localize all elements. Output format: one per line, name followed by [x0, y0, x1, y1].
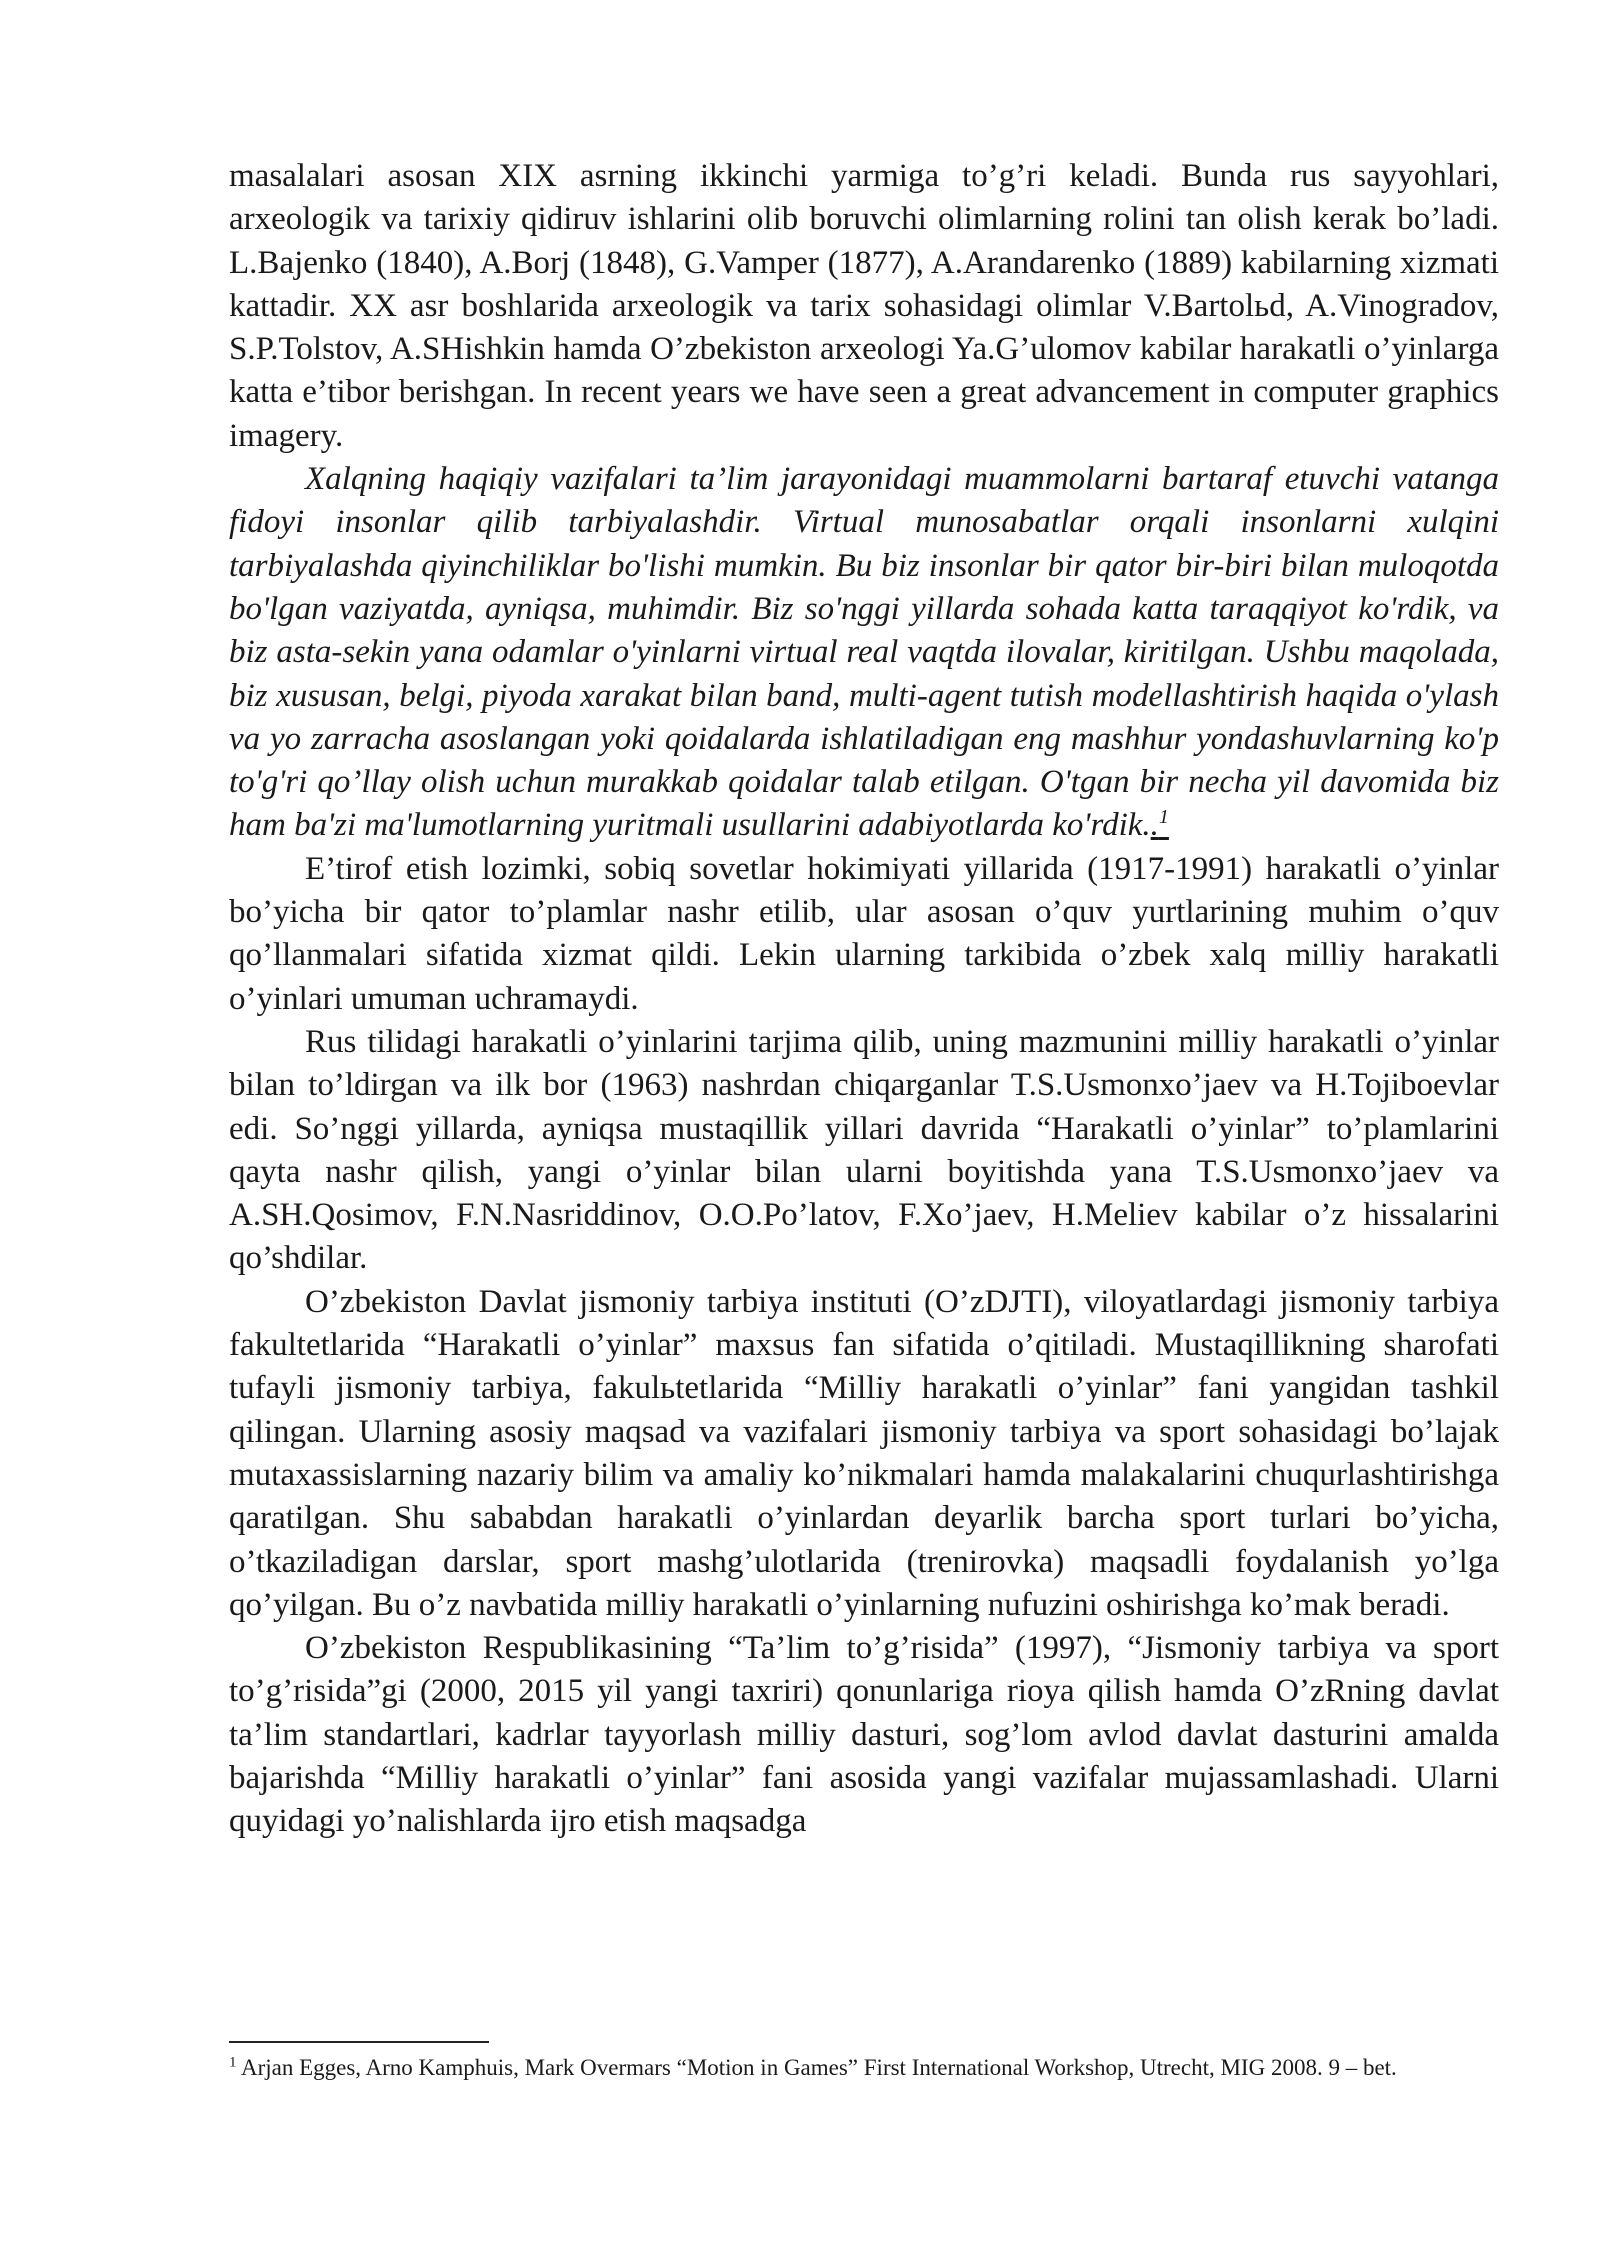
- footnote-reference[interactable]: .$^1$: [1150, 806, 1169, 844]
- paragraph-text: O’zbekiston Davlat jismoniy tarbiya instituti (O’zDJTI), viloyatlardagi jismoniy tarbiya fakultetlarida “Harakatli o’yinlar” maxsus fan sifatida o’qitiladi. Mustaqillikning sharofati tufayli jismoniy tarbiya, fakulьtetlarida “Milliy harakatli o’yinlar” fani yangidan tashkil qilingan. Ularning asosiy maqsad va vazifalari jismoniy tarbiya va sport sohasidagi bo’lajak mutaxassislarning nazariy bilim va amaliy ko’nikmalari hamda malakalarini chuqurlashtirishga qaratilgan. Shu sababdan harakatli o’yinlardan deyarlik barcha sport turlari bo’yicha, o’tkaziladigan darslar, sport mashg’ulotlarida (trenirovka) maqsadli foydalanish yo’lga qo’yilgan. Bu o’z navbatida milliy harakatli o’yinlarning nufuzini oshirishga ko’mak beradi.: [229, 1283, 1499, 1623]
- paragraph-text: Rus tilidagi harakatli o’yinlarini tarjima qilib, uning mazmunini milliy harakatli o’yinlar bilan to’ldirgan va ilk bor (1963) nashrdan chiqarganlar T.S.Usmonxo’jaev va H.Tojiboevlar edi. So’nggi yillarda, ayniqsa mustaqillik yillari davrida “Harakatli o’yinlar” to’plamlarini qayta nashr qilish, yangi o’yinlar bilan ularni boyitishda yana T.S.Usmonxo’jaev va A.SH.Qosimov, F.N.Nasriddinov, O.O.Po’latov, F.Xo’jaev, H.Meliev kabilar o’z hissalarini qo’shdilar.: [229, 1023, 1499, 1277]
- footnote-text: Arjan Egges, Arno Kamphuis, Mark Overmars “Motion in Games” First International Workshop, Utrecht, MIG 2008. 9 – bet.: [240, 2055, 1397, 2080]
- paragraph-translations: [229, 1021, 1499, 1281]
- footnote-ref-number: 1: [1158, 806, 1169, 829]
- paragraph-text: masalalari asosan XIX asrning ikkinchi yarmiga to’g’ri keladi. Bunda rus sayyohlari, arxeologik va tarixiy qidiruv ishlarini olib boruvchi olimlarning rolini tan olish kerak bo’ladi. L.Bajenko (1840), A.Borj (1848), G.Vamper (1877), A.Arandarenko (1889) kabilarning xizmati kattadir. XX asr boshlarida arxeologik va tarix sohasidagi olimlar V.Bartolьd, A.Vinogradov, S.P.Tolstov, A.SHishkin hamda O’zbekiston arxeologi Ya.G’ulomov kabilar harakatli o’yinlarga katta e’tibor berishgan. In recent years we have seen a great advancement in computer graphics imagery.: [229, 158, 1499, 454]
- footnote: [229, 2052, 1499, 2083]
- footnote-separator: [229, 2041, 489, 2043]
- document-body: [229, 155, 1499, 1844]
- paragraph-text: E’tirof etish lozimki, sobiq sovetlar hokimiyati yillarida (1917-1991) harakatli o’yinlar bo’yicha bir qator to’plamlar nashr etilib, ular asosan o’quv yurtlarining muhim o’quv qo’llanmalari sifatida xizmat qildi. Lekin ularning tarkibida o’zbek xalq milliy harakatli o’yinlari umuman uchramaydi.: [229, 850, 1499, 1017]
- paragraph-text: O’zbekiston Respublikasining “Ta’lim to’g’risida” (1997), “Jismoniy tarbiya va sport to’g’risida”gi (2000, 2015 yil yangi taxriri) qonunlariga rioya qilish hamda O’zRning davlat ta’lim standartlari, kadrlar tayyorlash milliy dasturi, sog’lom avlod davlat dasturini amalda bajarishda “Milliy harakatli o’yinlar” fani asosida yangi vazifalar mujassamlashadi. Ularni quyidagi yo’nalishlarda ijro etish maqsadga: [229, 1630, 1499, 1840]
- paragraph-soviet-period: [229, 848, 1499, 1021]
- paragraph-virtual-games-italic: [229, 458, 1499, 848]
- paragraph-text: Xalqning haqiqiy vazifalari ta’lim jarayonidagi muammolarni bartaraf etuvchi vatanga fidoyi insonlar qilib tarbiyalashdir. Virtual munosabatlar orqali insonlarni xulqini tarbiyalashda qiyinchiliklar bo'lishi mumkin. Bu biz insonlar bir qator bir-biri bilan muloqotda bo'lgan vaziyatda, ayniqsa, muhimdir. Biz so'nggi yillarda sohada katta taraqqiyot ko'rdik, va biz asta-sekin yana odamlar o'yinlarni virtual real vaqtda ilovalar, kiritilgan. Ushbu maqolada, biz xususan, belgi, piyoda xarakat bilan band, multi-agent tutish modellashtirish haqida o'ylash va yo zarracha asoslangan yoki qoidalarda ishlatiladigan eng mashhur yondashuvlarning ko'p to'g'ri qo’llay olish uchun murakkab qoidalar talab etilgan. O'tgan bir necha yil davomida biz ham ba'zi ma'lumotlarning yuritmali usullarini adabiyotlarda ko'rdik.: [229, 461, 1499, 844]
- paragraph-historical-research: [229, 155, 1499, 458]
- footnote-number: 1: [229, 2054, 237, 2071]
- paragraph-institute: [229, 1281, 1499, 1627]
- paragraph-legislation: [229, 1627, 1499, 1843]
